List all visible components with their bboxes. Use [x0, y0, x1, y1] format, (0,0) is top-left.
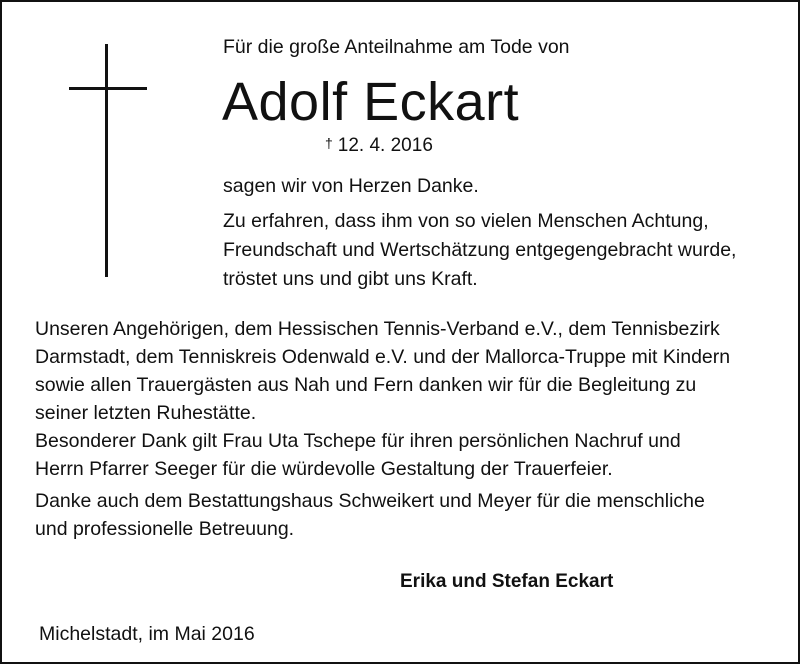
place-date: Michelstadt, im Mai 2016: [39, 623, 255, 645]
paragraph-line: Danke auch dem Bestattungshaus Schweikert und Meyer für die menschliche: [35, 490, 705, 512]
learn-line: Freundschaft und Wertschätzung entgegengebracht wurde,: [223, 239, 737, 261]
paragraph-line: sowie allen Trauergästen aus Nah und Fern danken wir für die Begleitung zu: [35, 374, 697, 396]
thanks-text: sagen wir von Herzen Danke.: [223, 175, 479, 197]
paragraph-line: Darmstadt, dem Tenniskreis Odenwald e.V. und der Mallorca-Truppe mit Kindern: [35, 346, 731, 368]
learn-line: Zu erfahren, dass ihm von so vielen Menschen Achtung,: [223, 210, 709, 232]
intro-text: Für die große Anteilnahme am Tode von: [223, 36, 570, 58]
acknowledgement-paragraph-1: [35, 315, 730, 427]
learn-line: tröstet uns und gibt uns Kraft.: [223, 268, 478, 290]
cross-icon-bar: [69, 87, 147, 90]
dagger-icon: †: [325, 135, 333, 151]
paragraph-line: Unseren Angehörigen, dem Hessischen Tennis-Verband e.V., dem Tennisbezirk: [35, 318, 720, 340]
learn-paragraph: [223, 207, 736, 294]
paragraph-line: Besonderer Dank gilt Frau Uta Tschepe für ihren persönlichen Nachruf und: [35, 430, 681, 452]
signature: Erika und Stefan Eckart: [400, 571, 614, 592]
cross-icon: [105, 44, 108, 277]
death-date-line: [325, 133, 433, 159]
paragraph-line: seiner letzten Ruhestätte.: [35, 402, 257, 424]
acknowledgement-paragraph-2: [35, 427, 681, 483]
acknowledgement-paragraph-3: [35, 487, 705, 543]
death-date: 12. 4. 2016: [337, 135, 433, 156]
deceased-name: Adolf Eckart: [222, 72, 520, 132]
paragraph-line: Herrn Pfarrer Seeger für die würdevolle Gestaltung der Trauerfeier.: [35, 458, 613, 480]
paragraph-line: und professionelle Betreuung.: [35, 518, 295, 540]
